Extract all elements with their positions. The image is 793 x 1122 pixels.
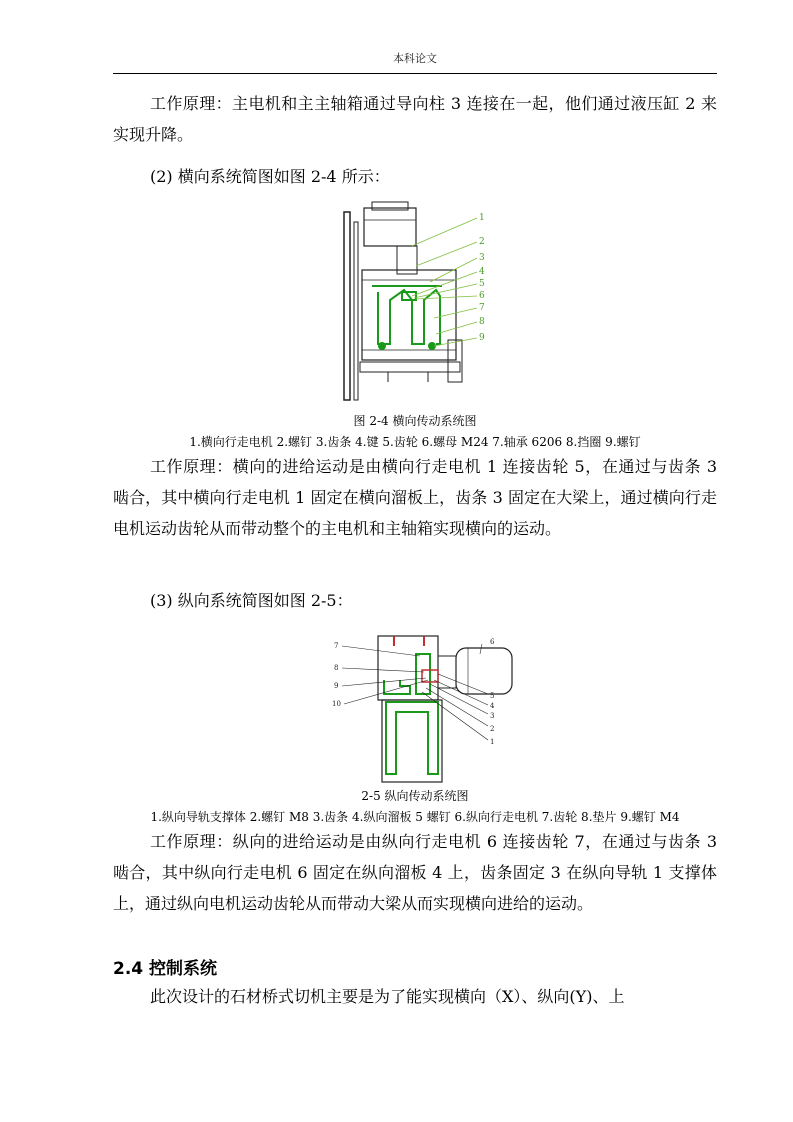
figure-2-4-callout: 5 (479, 279, 485, 289)
figure-2-4-callout: 1 (479, 213, 485, 223)
figure-2-4-callout: 4 (479, 267, 485, 277)
figure-2-5-callout: 7 (334, 642, 339, 650)
item-2-heading: (2) 横向系统简图如图 2-4 所示： (150, 167, 390, 186)
figure-2-4 (342, 200, 504, 402)
figure-2-4-callout: 2 (479, 237, 485, 247)
figure-2-4-callout: 7 (479, 303, 485, 313)
figure-2-5-callout: 8 (334, 664, 339, 672)
figure-2-5-parts-list: 1.纵向导轨支撑体 2.螺钉 M8 3.齿条 4.纵向溜板 5 螺钉 6.纵向行走电机 7.齿轮 8.垫片 9.螺钉 M4 (150, 810, 680, 824)
figure-2-4-callout: 3 (479, 253, 485, 263)
figure-2-5-caption: 2-5 纵向传动系统图 (361, 789, 469, 803)
figure-2-5-callout: 2 (490, 725, 495, 733)
paragraph-horizontal-principle: 工作原理：横向的进给运动是由横向行走电机 1 连接齿轮 5，在通过与齿条 3 啮合，其中横向行走电机 1 固定在横向溜板上，齿条 3 固定在大梁上，通过横向行走电机运动齿轮从而带动整个的主电机和主轴箱实现横向的运动。 (113, 457, 717, 538)
figure-2-4-drawing (342, 200, 504, 402)
figure-2-5-callout: 1 (490, 738, 495, 746)
figure-2-5-callout: 5 (490, 692, 495, 700)
figure-2-5 (330, 634, 520, 784)
figure-2-5-drawing (330, 634, 520, 784)
figure-2-4-parts-list: 1.横向行走电机 2.螺钉 3.齿条 4.键 5.齿轮 6.螺母 M24 7.轴承 6206 8.挡圈 9.螺钉 (189, 435, 641, 449)
paragraph-vertical-principle: 工作原理：主电机和主主轴箱通过导向柱 3 连接在一起，他们通过液压缸 2 来实现升降。 (113, 94, 717, 144)
paragraph-control-system: 此次设计的石材桥式切机主要是为了能实现横向（X）、纵向(Y)、上 (150, 987, 625, 1006)
figure-2-4-callout: 9 (479, 333, 485, 343)
page-header: 本科论文 (393, 52, 437, 65)
paragraph-longitudinal-principle: 工作原理：纵向的进给运动是由纵向行走电机 6 连接齿轮 7，在通过与齿条 3 啮合，其中纵向行走电机 6 固定在纵向溜板 4 上，齿条固定 3 在纵向导轨 1 支撑体上，通过纵向电机运动齿轮从而带动大梁从而实现横向进给的运动。 (113, 832, 717, 913)
figure-2-5-callout: 4 (490, 702, 495, 710)
figure-2-5-callout: 3 (490, 712, 495, 720)
figure-2-4-caption: 图 2-4 横向传动系统图 (353, 414, 477, 428)
figure-2-5-callout: 10 (332, 700, 341, 708)
figure-2-5-callout: 9 (334, 682, 339, 690)
section-heading-2-4: 2.4 控制系统 (113, 959, 218, 979)
figure-2-4-callout: 6 (479, 291, 485, 301)
figure-2-4-callout: 8 (479, 317, 485, 327)
header-rule (113, 73, 717, 74)
figure-2-5-callout: 6 (490, 638, 495, 646)
item-3-heading: (3) 纵向系统简图如图 2-5： (150, 591, 353, 610)
